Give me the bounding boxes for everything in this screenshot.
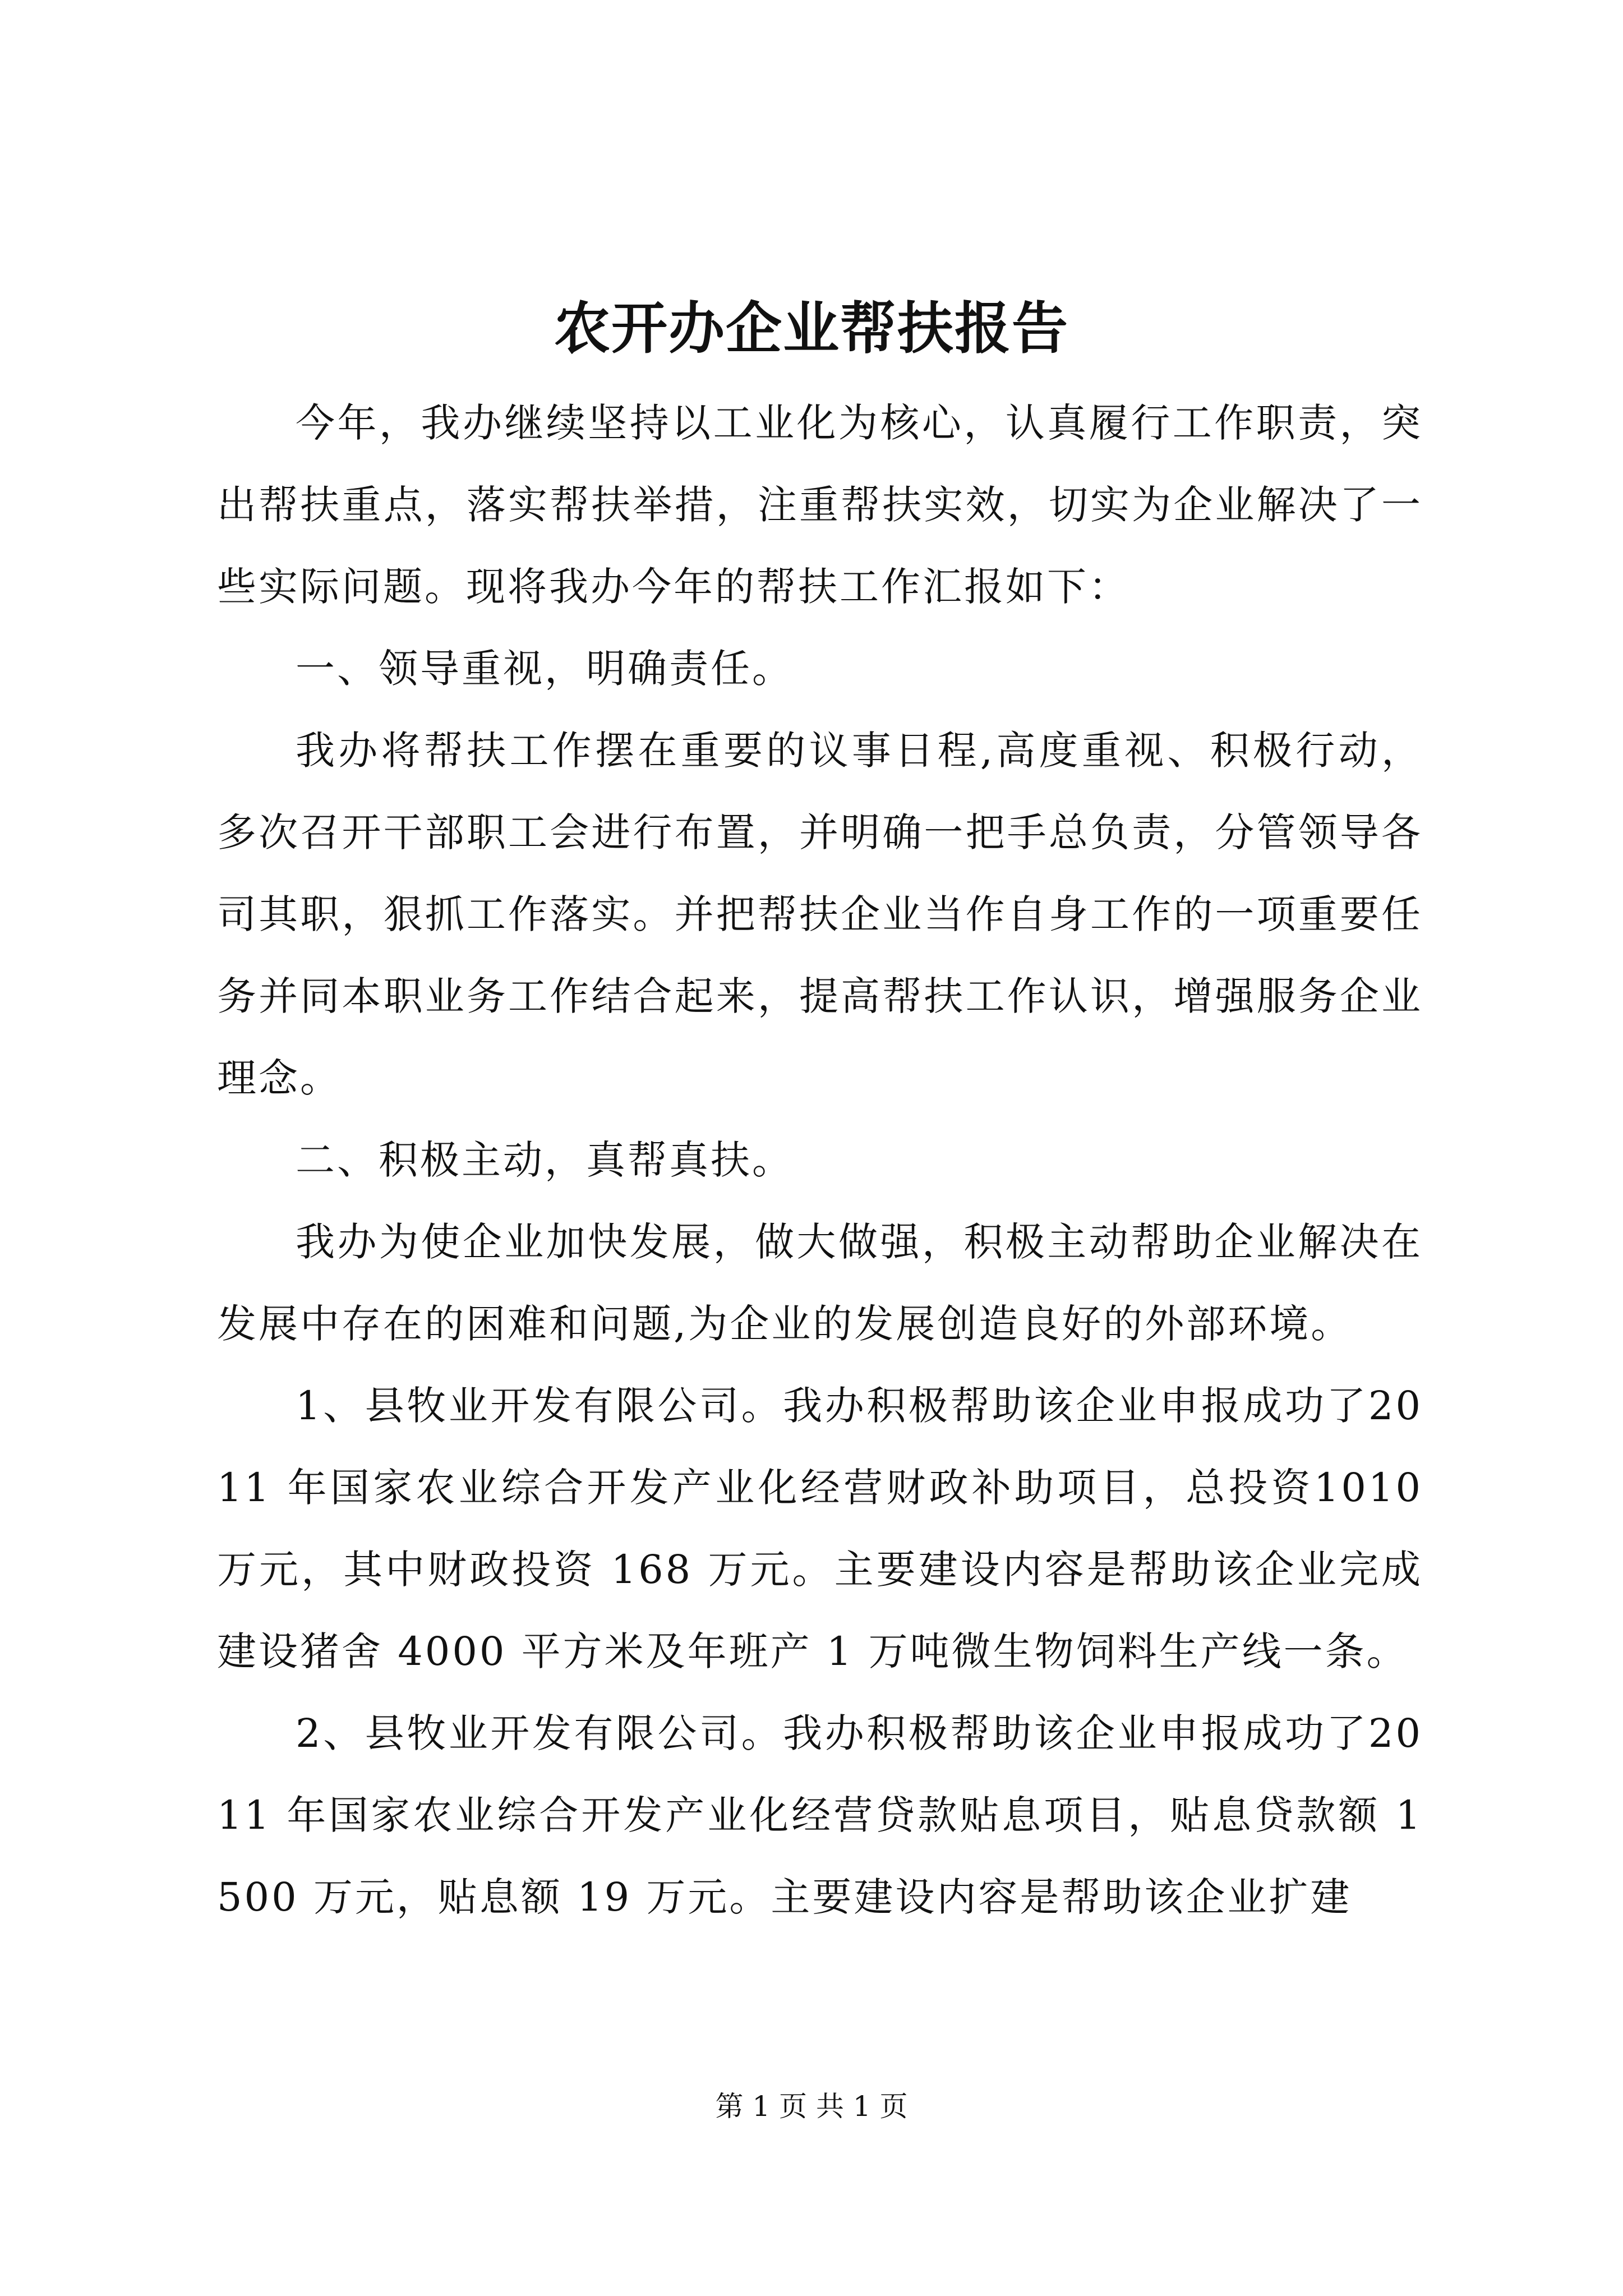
section-heading-1: 一、领导重视，明确责任。 (296, 646, 794, 692)
document-body (217, 382, 1423, 1938)
section-heading-2: 二、积极主动，真帮真扶。 (296, 1137, 794, 1183)
paragraph-intro: 今年，我办继续坚持以工业化为核心，认真履行工作职责，突出帮扶重点，落实帮扶举措，注重帮扶实效，切实为企业解决了一些实际问题。现将我办今年的帮扶工作汇报如下： (217, 400, 1423, 610)
paragraph-section-2: 我办为使企业加快发展，做大做强，积极主动帮助企业解决在发展中存在的困难和问题,为企业的发展创造良好的外部环境。 (217, 1219, 1423, 1347)
page-footer: 第 1 页 共 1 页 (715, 2090, 908, 2123)
paragraph-item-2: 2、县牧业开发有限公司。我办积极帮助该企业申报成功了2011 年国家农业综合开发产业化经营贷款贴息项目，贴息贷款额 1500 万元，贴息额 19 万元。主要建设内容是帮助该企业扩建 (217, 1710, 1423, 1920)
document-title: 农开办企业帮扶报告 (554, 295, 1069, 361)
paragraph-item-1: 1、县牧业开发有限公司。我办积极帮助该企业申报成功了2011 年国家农业综合开发产业化经营财政补助项目，总投资1010 万元，其中财政投资 168 万元。主要建设内容是帮助该企业完成建设猪舍 4000 平方米及年班产 1 万吨微生物饲料生产线一条。 (217, 1383, 1423, 1674)
paragraph-section-1: 我办将帮扶工作摆在重要的议事日程,高度重视、积极行动，多次召开干部职工会进行布置，并明确一把手总负责，分管领导各司其职，狠抓工作落实。并把帮扶企业当作自身工作的一项重要任务并同本职业务工作结合起来，提高帮扶工作认识，增强服务企业理念。 (217, 728, 1423, 1101)
